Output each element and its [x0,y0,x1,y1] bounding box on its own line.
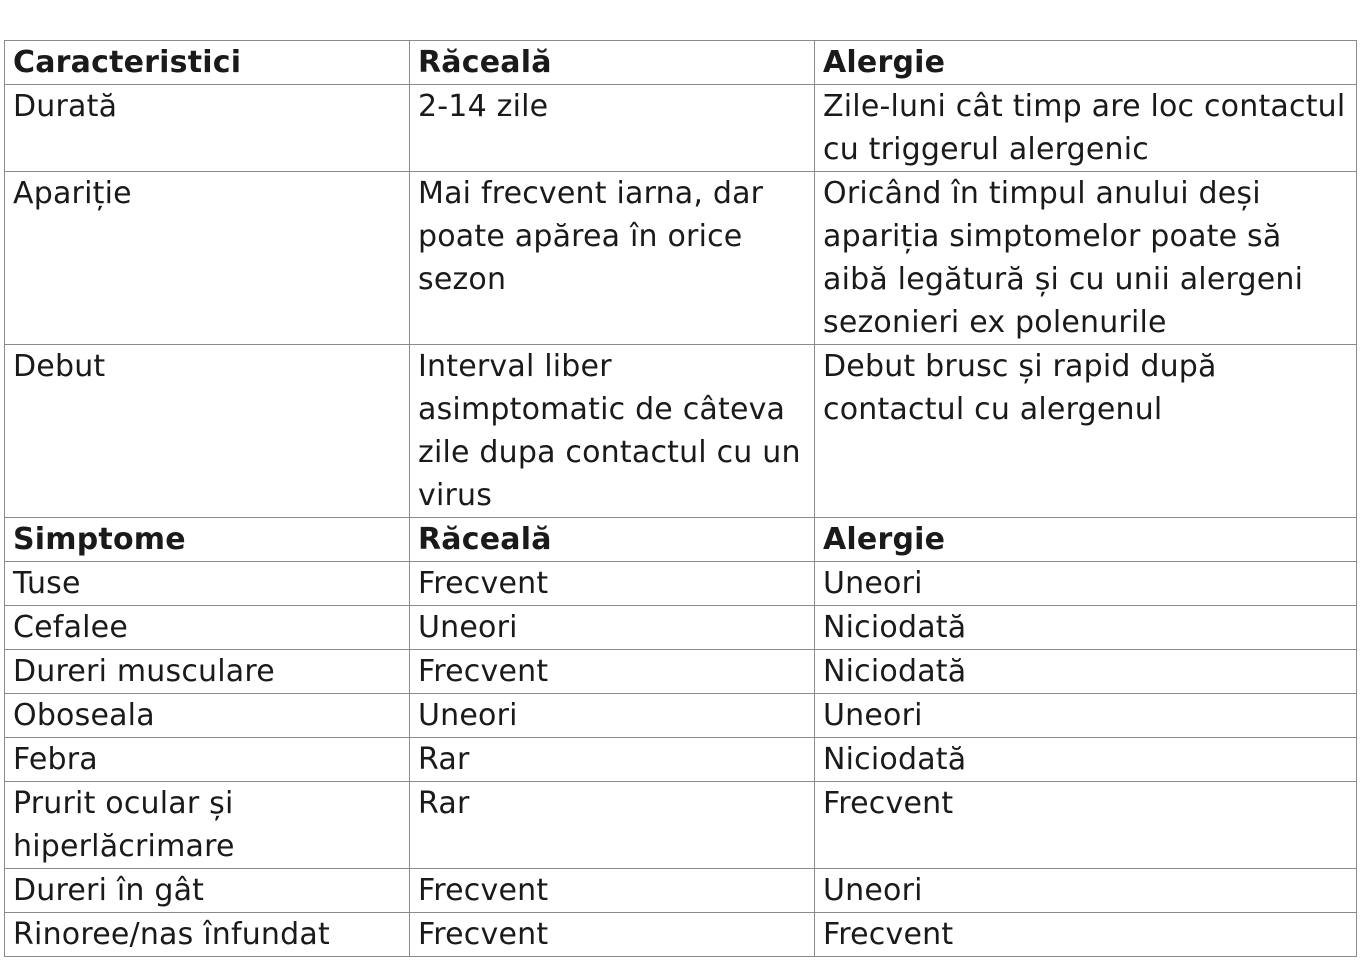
table-cell: Febra [5,738,410,782]
table-header-row [5,518,1357,562]
table-cell: Uneori [815,694,1357,738]
header-cell: Răceală [410,41,815,85]
table-cell: Rar [410,782,815,869]
table-cell: 2-14 zile [410,85,815,172]
table-cell: Dureri în gât [5,869,410,913]
header-cell: Caracteristici [5,41,410,85]
table-cell: Uneori [410,694,815,738]
table-cell: Frecvent [815,782,1357,869]
table-cell: Tuse [5,562,410,606]
table-cell: Uneori [410,606,815,650]
table-cell: Oricând în timpul anului deși apariția simptomelor poate să aibă legătură și cu unii alergeni sezonieri ex polenurile [815,172,1357,345]
table-cell: Interval liber asimptomatic de câteva zile dupa contactul cu un virus [410,345,815,518]
header-cell: Alergie [815,518,1357,562]
table-cell: Niciodată [815,606,1357,650]
table-cell: Rar [410,738,815,782]
table-cell: Frecvent [410,869,815,913]
table-row [5,562,1357,606]
table-cell: Cefalee [5,606,410,650]
table-row [5,738,1357,782]
table-row [5,869,1357,913]
header-cell: Alergie [815,41,1357,85]
table-cell: Niciodată [815,738,1357,782]
table-row [5,650,1357,694]
table-row [5,782,1357,869]
table-row [5,172,1357,345]
cold-vs-allergy-table [4,40,1357,957]
table-cell: Apariție [5,172,410,345]
table-cell: Prurit ocular și hiperlăcrimare [5,782,410,869]
table-cell: Uneori [815,562,1357,606]
table-cell: Debut brusc și rapid după contactul cu alergenul [815,345,1357,518]
table-cell: Mai frecvent iarna, dar poate apărea în orice sezon [410,172,815,345]
table-cell: Debut [5,345,410,518]
table-cell: Rinoree/nas înfundat [5,913,410,957]
table-cell: Uneori [815,869,1357,913]
table-header-row [5,41,1357,85]
table-cell: Frecvent [410,913,815,957]
table-row [5,85,1357,172]
table-cell: Zile-luni cât timp are loc contactul cu triggerul alergenic [815,85,1357,172]
header-cell: Simptome [5,518,410,562]
table-cell: Dureri musculare [5,650,410,694]
table-cell: Durată [5,85,410,172]
table-row [5,694,1357,738]
table-cell: Frecvent [410,650,815,694]
header-cell: Răceală [410,518,815,562]
table-row [5,606,1357,650]
table-cell: Frecvent [815,913,1357,957]
table-cell: Oboseala [5,694,410,738]
table-row [5,913,1357,957]
table-row [5,345,1357,518]
table-cell: Niciodată [815,650,1357,694]
table-cell: Frecvent [410,562,815,606]
